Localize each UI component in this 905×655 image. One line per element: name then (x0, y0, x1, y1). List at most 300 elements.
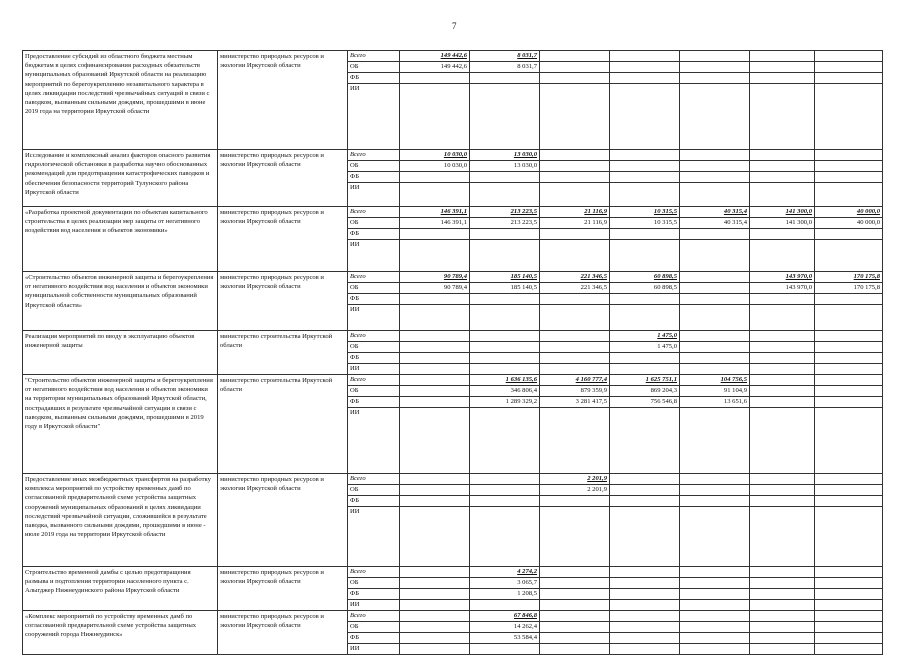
amount-cell (400, 408, 470, 474)
funding-source-cell: ИИ (348, 240, 400, 272)
amount-cell (815, 172, 883, 183)
amount-cell (610, 84, 680, 150)
amount-cell (540, 84, 610, 150)
table-row (23, 150, 883, 161)
amount-cell (750, 305, 815, 331)
amount-cell (400, 589, 470, 600)
amount-cell (470, 305, 540, 331)
amount-cell (750, 375, 815, 386)
amount-cell (400, 567, 470, 578)
funding-source-cell: ИИ (348, 183, 400, 207)
funding-source-cell: ИИ (348, 507, 400, 567)
table-row (23, 375, 883, 386)
amount-cell (400, 229, 470, 240)
amount-cell: 40 315,4 (680, 207, 750, 218)
amount-cell (610, 150, 680, 161)
amount-cell (470, 331, 540, 342)
amount-cell (750, 183, 815, 207)
amount-cell (815, 600, 883, 611)
amount-cell (815, 567, 883, 578)
funding-source-cell: ИИ (348, 600, 400, 611)
amount-cell (815, 507, 883, 567)
funding-source-cell: Всего (348, 375, 400, 386)
amount-cell: 149 442,6 (400, 51, 470, 62)
funding-source-cell: ФБ (348, 229, 400, 240)
measure-description: «Комплекс мероприятий по устройству временных дамб по согласованной предварительной схеме устройства защитных сооружений города Нижнеудинск» (23, 611, 218, 655)
amount-cell: 221 346,5 (540, 272, 610, 283)
amount-cell (610, 644, 680, 655)
amount-cell (540, 567, 610, 578)
table-row (23, 474, 883, 485)
amount-cell (540, 183, 610, 207)
amount-cell (680, 364, 750, 375)
funding-source-cell: Всего (348, 611, 400, 622)
funding-source-cell: ОБ (348, 218, 400, 229)
amount-cell (815, 342, 883, 353)
amount-cell (400, 342, 470, 353)
amount-cell (680, 51, 750, 62)
amount-cell (815, 496, 883, 507)
amount-cell (680, 611, 750, 622)
amount-cell (470, 507, 540, 567)
amount-cell (750, 578, 815, 589)
amount-cell (815, 62, 883, 73)
amount-cell: 21 116,9 (540, 218, 610, 229)
amount-cell: 90 789,4 (400, 272, 470, 283)
funding-source-cell: ОБ (348, 342, 400, 353)
funding-source-cell: ФБ (348, 589, 400, 600)
funding-source-cell: ОБ (348, 62, 400, 73)
amount-cell: 13 651,6 (680, 397, 750, 408)
amount-cell: 8 031,7 (470, 62, 540, 73)
amount-cell (680, 567, 750, 578)
funding-source-cell: ИИ (348, 408, 400, 474)
table-row (23, 331, 883, 342)
amount-cell (680, 485, 750, 496)
amount-cell (750, 386, 815, 397)
amount-cell: 170 175,8 (815, 283, 883, 294)
amount-cell (610, 485, 680, 496)
amount-cell (470, 496, 540, 507)
funding-source-cell: ИИ (348, 305, 400, 331)
amount-cell (400, 578, 470, 589)
amount-cell (540, 600, 610, 611)
amount-cell (400, 622, 470, 633)
amount-cell (680, 62, 750, 73)
amount-cell (470, 183, 540, 207)
amount-cell (750, 408, 815, 474)
amount-cell (750, 567, 815, 578)
amount-cell (470, 73, 540, 84)
amount-cell (470, 408, 540, 474)
amount-cell (400, 294, 470, 305)
amount-cell (540, 229, 610, 240)
amount-cell: 67 846,8 (470, 611, 540, 622)
amount-cell (470, 353, 540, 364)
amount-cell (470, 229, 540, 240)
amount-cell (680, 331, 750, 342)
amount-cell (815, 73, 883, 84)
measure-description: Предоставление субсидий из областного бюджета местным бюджетам в целях софинансирования расходных обязательств муниципальных образований Иркутской области на реализацию мероприятий по берегоукреплению незавитального характера в целях ликвидации последствий чрезвычайных ситуаций в связи с паводком, вызванным сильными дождями, прошедшими в июне 2019 года на территории Иркутской области (23, 51, 218, 150)
amount-cell (540, 305, 610, 331)
amount-cell (610, 507, 680, 567)
amount-cell (750, 62, 815, 73)
executor-cell: министерство природных ресурсов и экологии Иркутской области (218, 567, 348, 611)
amount-cell (400, 305, 470, 331)
funding-source-cell: Всего (348, 272, 400, 283)
amount-cell (400, 172, 470, 183)
amount-cell: 104 756,5 (680, 375, 750, 386)
funding-source-cell: ОБ (348, 283, 400, 294)
amount-cell: 1 636 135,6 (470, 375, 540, 386)
funding-source-cell: ФБ (348, 633, 400, 644)
amount-cell (470, 172, 540, 183)
amount-cell (470, 342, 540, 353)
amount-cell (750, 633, 815, 644)
amount-cell (400, 353, 470, 364)
amount-cell (815, 485, 883, 496)
funding-source-cell: ФБ (348, 496, 400, 507)
amount-cell (400, 375, 470, 386)
amount-cell (750, 622, 815, 633)
amount-cell (610, 73, 680, 84)
funding-source-cell: ОБ (348, 386, 400, 397)
amount-cell: 141 300,0 (750, 207, 815, 218)
table-row (23, 51, 883, 62)
amount-cell (815, 229, 883, 240)
funding-table (22, 50, 883, 655)
amount-cell (815, 633, 883, 644)
amount-cell (680, 507, 750, 567)
amount-cell (540, 240, 610, 272)
amount-cell (680, 305, 750, 331)
amount-cell (815, 474, 883, 485)
amount-cell (815, 305, 883, 331)
amount-cell (400, 496, 470, 507)
amount-cell (400, 600, 470, 611)
amount-cell (680, 84, 750, 150)
amount-cell (680, 496, 750, 507)
amount-cell (750, 485, 815, 496)
amount-cell (470, 294, 540, 305)
amount-cell (815, 183, 883, 207)
amount-cell: 170 175,8 (815, 272, 883, 283)
measure-description: Реализация мероприятий по вводу в эксплуатацию объектов инженерной защиты (23, 331, 218, 375)
amount-cell (610, 567, 680, 578)
amount-cell (750, 474, 815, 485)
amount-cell (750, 611, 815, 622)
funding-source-cell: ОБ (348, 578, 400, 589)
amount-cell (610, 578, 680, 589)
amount-cell (680, 644, 750, 655)
amount-cell: 146 391,1 (400, 207, 470, 218)
funding-source-cell: Всего (348, 207, 400, 218)
amount-cell (680, 229, 750, 240)
amount-cell (750, 600, 815, 611)
table-row (23, 611, 883, 622)
amount-cell: 10 030,0 (400, 161, 470, 172)
funding-source-cell: ОБ (348, 485, 400, 496)
amount-cell (815, 622, 883, 633)
amount-cell (750, 73, 815, 84)
amount-cell: 1 289 329,2 (470, 397, 540, 408)
amount-cell (400, 397, 470, 408)
amount-cell (680, 161, 750, 172)
amount-cell (750, 150, 815, 161)
amount-cell (750, 342, 815, 353)
amount-cell (540, 622, 610, 633)
amount-cell (815, 331, 883, 342)
funding-source-cell: ФБ (348, 397, 400, 408)
amount-cell (610, 633, 680, 644)
amount-cell (540, 353, 610, 364)
amount-cell (470, 474, 540, 485)
amount-cell (540, 633, 610, 644)
executor-cell: министерство природных ресурсов и экологии Иркутской области (218, 611, 348, 655)
amount-cell (540, 172, 610, 183)
amount-cell: 879 359,9 (540, 386, 610, 397)
amount-cell (470, 240, 540, 272)
amount-cell (540, 331, 610, 342)
amount-cell (750, 172, 815, 183)
amount-cell (680, 272, 750, 283)
amount-cell (610, 51, 680, 62)
amount-cell (610, 622, 680, 633)
amount-cell: 756 546,8 (610, 397, 680, 408)
amount-cell (610, 240, 680, 272)
amount-cell (815, 408, 883, 474)
amount-cell (750, 589, 815, 600)
amount-cell: 149 442,6 (400, 62, 470, 73)
amount-cell: 1 208,5 (470, 589, 540, 600)
amount-cell (750, 294, 815, 305)
amount-cell (400, 73, 470, 84)
amount-cell (815, 294, 883, 305)
amount-cell (400, 633, 470, 644)
amount-cell (540, 161, 610, 172)
amount-cell (400, 474, 470, 485)
amount-cell: 1 475,0 (610, 331, 680, 342)
amount-cell (815, 578, 883, 589)
amount-cell (400, 485, 470, 496)
measure-description: «Строительство объектов инженерной защиты и берегоукрепления от негативного воздействия вод населения и объектов экономики муниципальной собственности муниципальных образований Иркутской области» (23, 272, 218, 331)
amount-cell (610, 294, 680, 305)
amount-cell (750, 161, 815, 172)
funding-source-cell: ИИ (348, 644, 400, 655)
funding-source-cell: Всего (348, 567, 400, 578)
amount-cell: 146 391,1 (400, 218, 470, 229)
amount-cell (400, 611, 470, 622)
funding-source-cell: Всего (348, 51, 400, 62)
amount-cell (540, 589, 610, 600)
amount-cell (540, 408, 610, 474)
amount-cell (540, 150, 610, 161)
measure-description: «Разработка проектной документации по объектам капитального строительства в целях реализации мер защиты от негативного воздействия вод населения и объектов экономики» (23, 207, 218, 272)
amount-cell (750, 84, 815, 150)
amount-cell: 10 315,5 (610, 218, 680, 229)
amount-cell (680, 622, 750, 633)
amount-cell (610, 364, 680, 375)
measure-description: Предоставление иных межбюджетных трансфертов на разработку комплекса мероприятий по устройству временных дамб по согласованной предварительной схеме устройства защитных сооружений муниципальных образований в целях ликвидации последствий чрезвычайной ситуации, сложившейся в результате паводка, вызванного сильными дождями, прошедшими в июне - июле 2019 года на территории Иркутской области (23, 474, 218, 567)
amount-cell (400, 240, 470, 272)
amount-cell (540, 73, 610, 84)
amount-cell: 185 140,5 (470, 283, 540, 294)
amount-cell (540, 364, 610, 375)
funding-source-cell: ФБ (348, 353, 400, 364)
amount-cell (680, 240, 750, 272)
amount-cell (400, 183, 470, 207)
amount-cell (400, 507, 470, 567)
amount-cell (680, 633, 750, 644)
amount-cell (610, 161, 680, 172)
amount-cell: 40 315,4 (680, 218, 750, 229)
amount-cell: 213 223,5 (470, 218, 540, 229)
amount-cell (400, 364, 470, 375)
amount-cell (610, 183, 680, 207)
amount-cell (540, 611, 610, 622)
funding-source-cell: ФБ (348, 172, 400, 183)
amount-cell: 221 346,5 (540, 283, 610, 294)
amount-cell: 10 030,0 (400, 150, 470, 161)
amount-cell (680, 589, 750, 600)
amount-cell (815, 644, 883, 655)
measure-description: Строительство временной дамбы с целью предотвращения размыва и подтопления территории населенного пункта с. Алыгджер Нижнеудинского района Иркутской области (23, 567, 218, 611)
amount-cell (470, 485, 540, 496)
executor-cell: министерство природных ресурсов и экологии Иркутской области (218, 207, 348, 272)
amount-cell (815, 589, 883, 600)
amount-cell (540, 496, 610, 507)
amount-cell (680, 578, 750, 589)
amount-cell: 91 104,9 (680, 386, 750, 397)
amount-cell (680, 408, 750, 474)
amount-cell (540, 342, 610, 353)
amount-cell: 60 898,5 (610, 283, 680, 294)
amount-cell: 4 160 777,4 (540, 375, 610, 386)
amount-cell (470, 84, 540, 150)
amount-cell: 60 898,5 (610, 272, 680, 283)
amount-cell: 4 274,2 (470, 567, 540, 578)
amount-cell: 143 970,0 (750, 272, 815, 283)
amount-cell: 40 000,0 (815, 207, 883, 218)
amount-cell (610, 353, 680, 364)
executor-cell: министерство природных ресурсов и экологии Иркутской области (218, 150, 348, 207)
amount-cell (680, 342, 750, 353)
amount-cell (610, 589, 680, 600)
amount-cell (470, 600, 540, 611)
amount-cell (680, 150, 750, 161)
amount-cell (750, 496, 815, 507)
amount-cell: 13 030,0 (470, 161, 540, 172)
amount-cell (610, 172, 680, 183)
amount-cell (610, 611, 680, 622)
amount-cell: 346 806,4 (470, 386, 540, 397)
amount-cell: 185 140,5 (470, 272, 540, 283)
amount-cell (680, 294, 750, 305)
executor-cell: министерство строительства Иркутской области (218, 331, 348, 375)
executor-cell: министерство природных ресурсов и экологии Иркутской области (218, 51, 348, 150)
amount-cell (815, 240, 883, 272)
executor-cell: министерство строительства Иркутской области (218, 375, 348, 474)
amount-cell (815, 51, 883, 62)
amount-cell: 21 116,9 (540, 207, 610, 218)
amount-cell: 213 223,5 (470, 207, 540, 218)
amount-cell (815, 150, 883, 161)
table-row (23, 272, 883, 283)
amount-cell (610, 62, 680, 73)
amount-cell (610, 408, 680, 474)
funding-source-cell: Всего (348, 150, 400, 161)
amount-cell (680, 600, 750, 611)
amount-cell (540, 51, 610, 62)
amount-cell: 10 315,5 (610, 207, 680, 218)
amount-cell (540, 294, 610, 305)
amount-cell (750, 331, 815, 342)
amount-cell: 3 281 417,5 (540, 397, 610, 408)
funding-source-cell: Всего (348, 474, 400, 485)
funding-source-cell: ИИ (348, 364, 400, 375)
amount-cell: 2 201,9 (540, 485, 610, 496)
amount-cell: 90 789,4 (400, 283, 470, 294)
amount-cell (750, 364, 815, 375)
table-row (23, 567, 883, 578)
amount-cell (680, 172, 750, 183)
funding-source-cell: ОБ (348, 161, 400, 172)
amount-cell (750, 51, 815, 62)
amount-cell (750, 353, 815, 364)
amount-cell: 869 204,3 (610, 386, 680, 397)
amount-cell (400, 84, 470, 150)
amount-cell (470, 364, 540, 375)
amount-cell: 3 065,7 (470, 578, 540, 589)
amount-cell (815, 161, 883, 172)
amount-cell (680, 474, 750, 485)
amount-cell (750, 240, 815, 272)
funding-source-cell: ОБ (348, 622, 400, 633)
page-number: 7 (452, 21, 457, 31)
amount-cell: 143 970,0 (750, 283, 815, 294)
amount-cell (815, 611, 883, 622)
amount-cell: 1 625 751,1 (610, 375, 680, 386)
executor-cell: министерство природных ресурсов и экологии Иркутской области (218, 272, 348, 331)
amount-cell (540, 578, 610, 589)
amount-cell: 40 000,0 (815, 218, 883, 229)
amount-cell (815, 397, 883, 408)
amount-cell (815, 386, 883, 397)
amount-cell (680, 183, 750, 207)
amount-cell (815, 364, 883, 375)
amount-cell (400, 331, 470, 342)
amount-cell (400, 644, 470, 655)
amount-cell (750, 229, 815, 240)
amount-cell: 13 030,0 (470, 150, 540, 161)
amount-cell (750, 507, 815, 567)
funding-source-cell: ФБ (348, 73, 400, 84)
amount-cell: 141 300,0 (750, 218, 815, 229)
amount-cell (610, 305, 680, 331)
funding-source-cell: Всего (348, 331, 400, 342)
amount-cell (750, 397, 815, 408)
amount-cell (815, 84, 883, 150)
funding-source-cell: ИИ (348, 84, 400, 150)
amount-cell (610, 600, 680, 611)
amount-cell: 8 031,7 (470, 51, 540, 62)
amount-cell (540, 507, 610, 567)
amount-cell: 1 475,0 (610, 342, 680, 353)
amount-cell: 2 201,9 (540, 474, 610, 485)
amount-cell (540, 644, 610, 655)
amount-cell (680, 283, 750, 294)
amount-cell (540, 62, 610, 73)
